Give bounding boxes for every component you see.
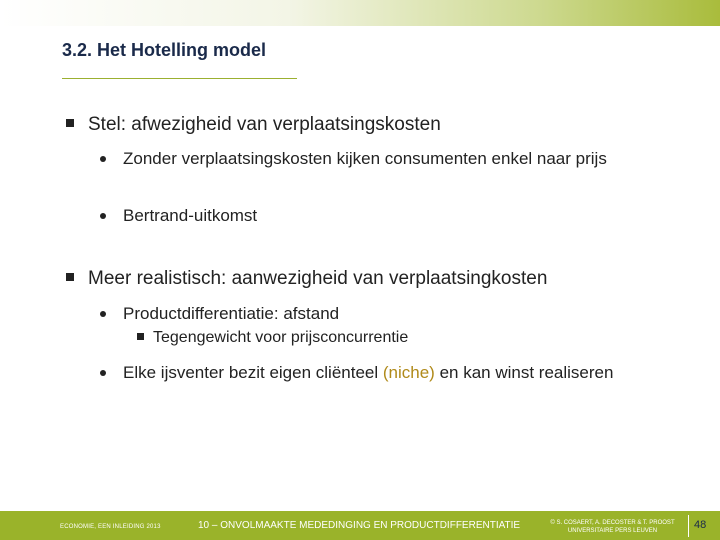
bullet-1 xyxy=(66,114,441,136)
slide-title: 3.2. Het Hotelling model xyxy=(62,40,267,60)
bullet-2-subsub-1 xyxy=(137,329,408,347)
bullet-1-sub-1 xyxy=(100,147,640,170)
title-underline xyxy=(62,78,297,79)
footer-copyright-line-2: UNIVERSITAIRE PERS LEUVEN xyxy=(567,528,658,534)
footer-copyright xyxy=(540,519,685,535)
sub-2-text-after: en kan winst realiseren xyxy=(434,363,614,382)
header-gradient-bar xyxy=(0,0,720,26)
bullet-2 xyxy=(66,268,547,290)
footer-course-label: ECONOMIE, EEN INLEIDING 2013 xyxy=(60,524,161,530)
round-bullet-icon xyxy=(100,213,106,219)
round-bullet-icon xyxy=(100,370,106,376)
bullet-2-text: Meer realistisch: aanwezigheid van verplaatsingkosten xyxy=(88,268,548,289)
sub-2-text-before: Elke ijsventer bezit eigen cliënteel xyxy=(123,363,383,382)
footer-copyright-line-1: © S. COSAERT, A. DECOSTER & T. PROOST xyxy=(550,520,675,526)
bullet-1-sub-2-text: Bertrand-uitkomst xyxy=(123,206,258,225)
bullet-2-sub-1 xyxy=(100,302,640,325)
square-bullet-icon xyxy=(137,333,144,340)
bullet-1-text: Stel: afwezigheid van verplaatsingskosten xyxy=(88,114,441,135)
niche-highlight: (niche) xyxy=(382,363,435,382)
page-number: 48 xyxy=(694,519,707,531)
square-bullet-icon xyxy=(66,273,74,281)
bullet-1-sub-1-text: Zonder verplaatsingskosten kijken consumenten enkel naar prijs xyxy=(123,149,607,168)
bullet-2-subsub-1-text: Tegengewicht voor prijsconcurrentie xyxy=(153,329,409,346)
bullet-2-sub-1-text: Productdifferentiatie: afstand xyxy=(123,304,340,323)
footer-chapter-title: 10 – ONVOLMAAKTE MEDEDINGING EN PRODUCTDIFFERENTIATIE xyxy=(198,520,521,531)
footer-divider xyxy=(688,515,689,537)
round-bullet-icon xyxy=(100,156,106,162)
footer-bar xyxy=(0,511,720,540)
bullet-2-sub-2-text xyxy=(123,361,640,384)
square-bullet-icon xyxy=(66,119,74,127)
round-bullet-icon xyxy=(100,311,106,317)
bullet-2-sub-2 xyxy=(100,361,640,384)
bullet-1-sub-2 xyxy=(100,204,640,227)
